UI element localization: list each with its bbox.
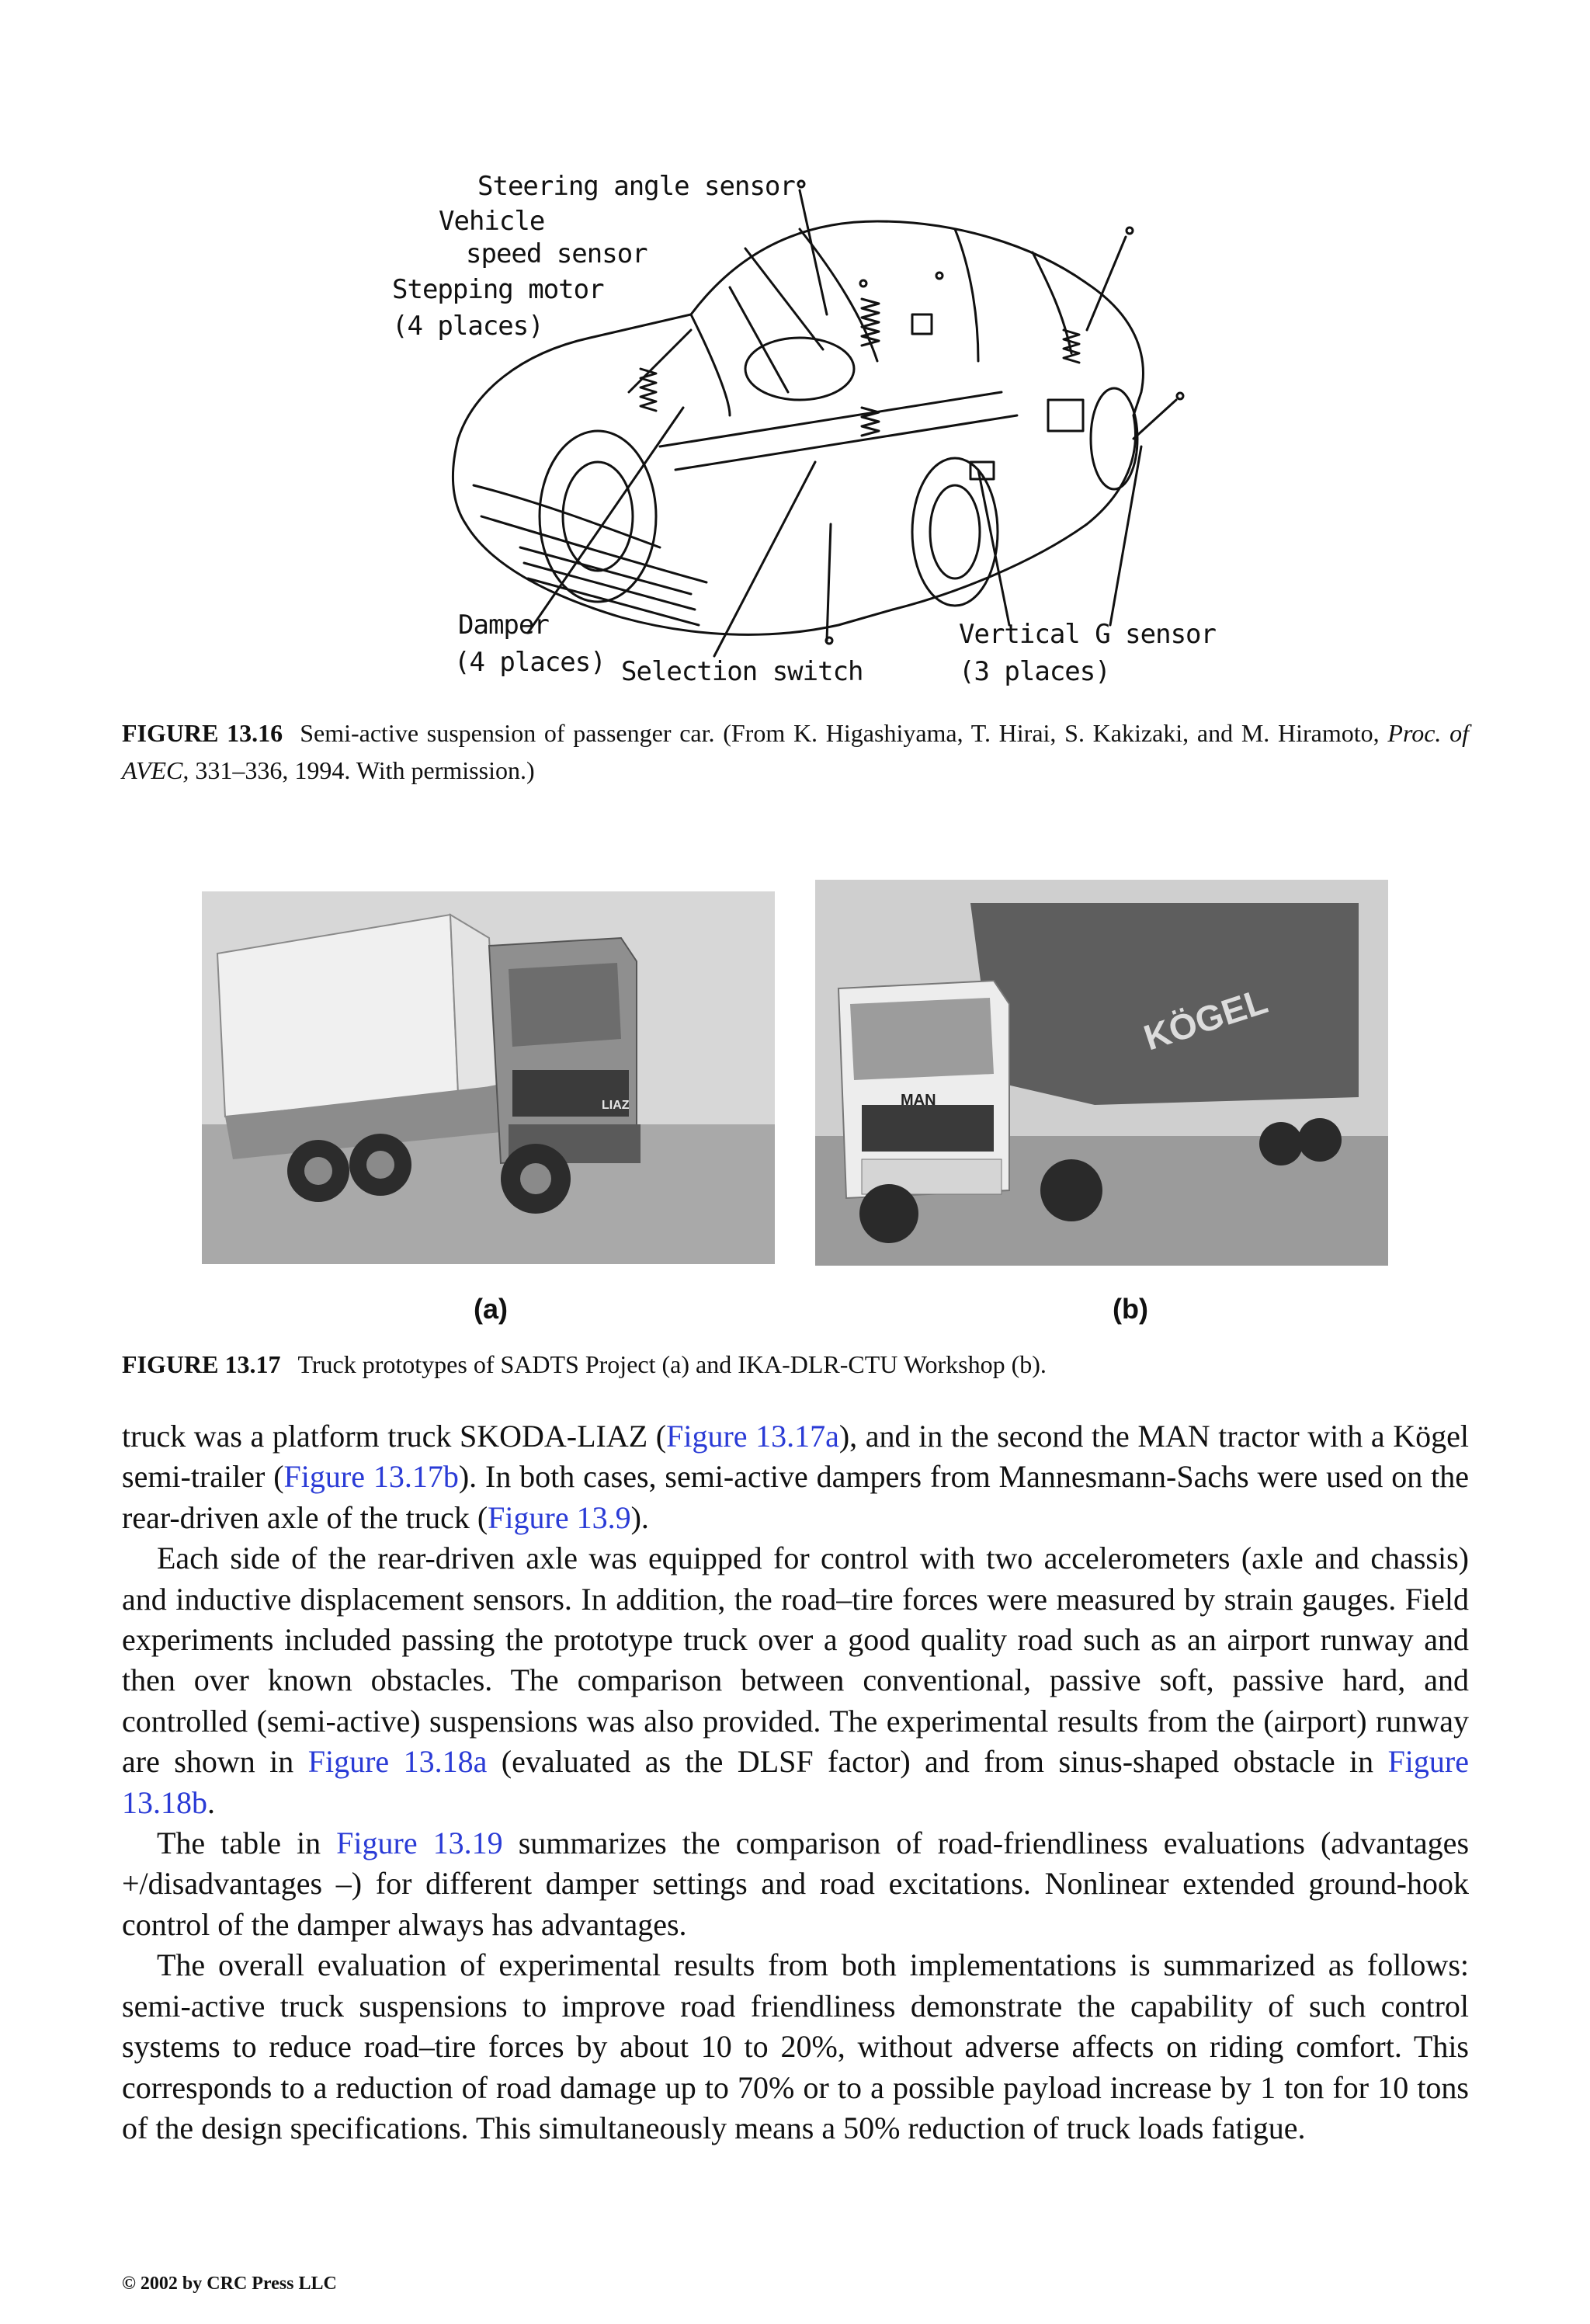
paragraph-1: [122, 1416, 1469, 1538]
label-vertical-places: (3 places): [959, 656, 1110, 687]
figure-13-17-caption: [122, 1346, 1469, 1383]
truck-liaz-image: [202, 891, 775, 1264]
xref-figure-13-17b[interactable]: Figure 13.17b: [283, 1459, 459, 1495]
kogel-brand: KÖGEL: [1139, 980, 1272, 1058]
label-steering-angle-sensor: Steering angle sensor: [477, 171, 795, 202]
caption-number: FIGURE 13.16: [122, 719, 283, 747]
body-text: [122, 1416, 1469, 2149]
caption-number: FIGURE 13.17: [122, 1350, 281, 1378]
liaz-badge: LIAZ: [602, 1099, 630, 1112]
text-span: ).: [630, 1499, 649, 1535]
text-span: truck was a platform truck SKODA-LIAZ (: [122, 1419, 667, 1454]
caption-italic: Proc. of AVEC,: [122, 719, 1470, 784]
figure-13-16-drawing: [365, 159, 1227, 695]
label-vertical-g-sensor: Vertical G sensor: [959, 619, 1216, 650]
label-selection-switch: Selection switch: [621, 656, 863, 687]
text-span: ), and in the second the MAN tractor with a Kögel semi-trailer (: [122, 1419, 1470, 1495]
caption-text-end: 331–336, 1994. With permission.): [189, 756, 535, 784]
caption-text: Semi-active suspension of passenger car. (From K. Higashiyama, T. Hirai, S. Kakizaki, and M. Hiramoto,: [300, 719, 1388, 747]
label-damper-places: (4 places): [454, 647, 606, 678]
label-stepping-motor: Stepping motor: [392, 274, 604, 305]
text-span: (evaluated as the DLSF factor) and from sinus-shaped obstacle in: [487, 1744, 1388, 1780]
figure-13-16-caption: [122, 714, 1469, 789]
xref-figure-13-18a[interactable]: Figure 13.18a: [307, 1744, 488, 1780]
xref-figure-13-19[interactable]: Figure 13.19: [336, 1826, 503, 1861]
label-speed-sensor: speed sensor: [466, 238, 647, 269]
truck-man-image: [815, 880, 1388, 1266]
paragraph-4: The overall evaluation of experimental results from both implementations is summarized as follows: semi-active truck suspensions to improve road friendliness demonstrate the capability of such control systems to reduce road–tire forces by about 10 to 20%, without adverse affects on riding comfort. This corresponds to a reduction of road damage up to 70% or to a possible payload increase by 1 ton for 10 tons of the design specifications. This simultaneously means a 50% reduction of truck loads fatigue.: [122, 1947, 1469, 2145]
xref-figure-13-17a[interactable]: Figure 13.17a: [666, 1419, 839, 1454]
xref-figure-13-9[interactable]: Figure 13.9: [488, 1499, 631, 1535]
label-vehicle: Vehicle: [439, 206, 545, 237]
paragraph-2: [122, 1538, 1469, 1823]
man-badge: MAN: [901, 1092, 936, 1109]
text-span: ). In both cases, semi-active dampers from Mannesmann-Sachs were used on the rear-driven axle of the truck (: [122, 1459, 1469, 1535]
label-stepping-places: (4 places): [392, 311, 543, 342]
caption-text: Truck prototypes of SADTS Project (a) and IKA-DLR-CTU Workshop (b).: [297, 1350, 1047, 1378]
copyright-footer: © 2002 by CRC Press LLC: [122, 2274, 337, 2294]
subfigure-b-label: (b): [1113, 1293, 1148, 1325]
photo-truck-liaz: [202, 891, 775, 1264]
subfigure-a-label: (a): [474, 1293, 508, 1325]
photo-truck-man: [815, 880, 1388, 1266]
text-span: .: [207, 1784, 215, 1820]
label-damper: Damper: [458, 610, 549, 641]
xref-figure-13-18b[interactable]: Figure 13.18b: [122, 1744, 1469, 1820]
text-span: Each side of the rear-driven axle was equipped for control with two accelerometers (axle and chassis) and inductive displacement sensors. In addition, the road–tire forces were measured by strain gauges. Field experiments included passing the prototype truck over a good quality road such as an airport runway and then over known obstacles. The comparison between conventional, passive soft, passive hard, and controlled (semi-active) suspensions was also provided. The experimental results from the (airport) runway are shown in: [122, 1541, 1469, 1780]
text-span: The table in: [157, 1826, 337, 1861]
text-span: summarizes the comparison of road-friendliness evaluations (advantages +/disadvantages –) for different damper settings and road excitations. Nonlinear extended ground-hook control of the damper always has advantages.: [122, 1826, 1470, 1942]
paragraph-3: [122, 1823, 1469, 1945]
